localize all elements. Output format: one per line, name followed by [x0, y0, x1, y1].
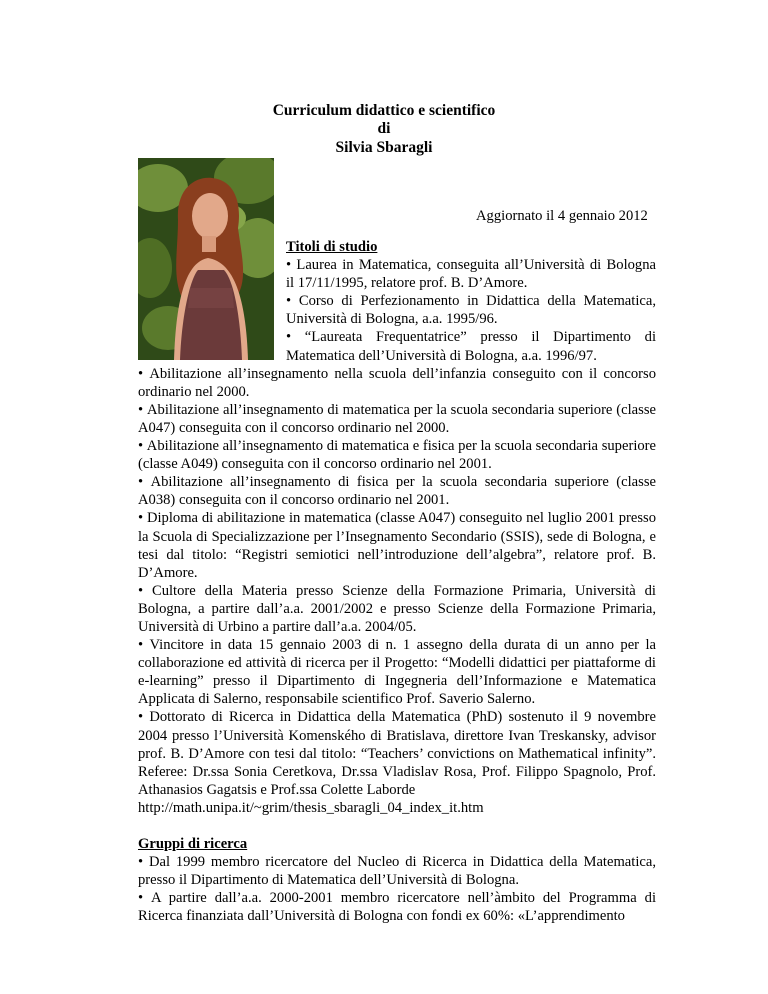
- gruppi-item-1: • Dal 1999 membro ricercatore del Nucleo di Ricerca in Didattica della Matematica, presso il Dipartimento di Matematica dell’Università di Bologna.: [138, 853, 656, 889]
- curriculum-body: [138, 238, 656, 925]
- section-heading-titoli: Titoli di studio: [286, 239, 378, 255]
- titoli-item-1: • Laurea in Matematica, conseguita all’Università di Bologna il 17/11/1995, relatore prof. B. D’Amore.: [138, 256, 656, 292]
- author-name: Silvia Sbaragli: [335, 139, 433, 156]
- titoli-item-2: • Corso di Perfezionamento in Didattica della Matematica, Università di Bologna, a.a. 1995/96.: [138, 292, 656, 328]
- gruppi-item-2: • A partire dall’a.a. 2000-2001 membro ricercatore nell’àmbito del Programma di Ricerca finanziata dall’Università di Bologna con fondi ex 60%: «L’apprendimento: [138, 889, 656, 925]
- thesis-link[interactable]: http://math.unipa.it/~grim/thesis_sbaragli_04_index_it.htm: [138, 799, 484, 816]
- titoli-item-4: • Abilitazione all’insegnamento nella scuola dell’infanzia conseguito con il concorso ordinario nel 2000.: [138, 365, 656, 401]
- titoli-item-11: • Dottorato di Ricerca in Didattica della Matematica (PhD) sostenuto il 9 novembre 2004 presso l’Università Komenského di Bratislava, direttore Ivan Treskansky, advisor prof. B. D’Amore con tesi dal titolo: “Teachers’ convictions on Mathematical infinity”. Referee: Dr.ssa Sonia Ceretkova, Dr.ssa Vladislav Rosa, Prof. Filippo Spagnolo, Prof. Athanasios Gagatsis e Prof.ssa Colette Laborde: [138, 708, 656, 798]
- document-title-di: di: [377, 120, 391, 137]
- titoli-item-5: • Abilitazione all’insegnamento di matematica per la scuola secondaria superiore (classe A047) conseguita con il concorso ordinario nel 2000.: [138, 401, 656, 437]
- titoli-item-8: • Diploma di abilitazione in matematica (classe A047) conseguito nel luglio 2001 presso la Scuola di Specializzazione per l’Insegnamento Secondario (SSIS), sede di Bologna, e tesi dal titolo: “Registri semiotici nell’introduzione dell’algebra”, relatore prof. B. D’Amore.: [138, 509, 656, 581]
- section-gap: [138, 817, 656, 835]
- titoli-item-10: • Vincitore in data 15 gennaio 2003 di n. 1 assegno della durata di un anno per la collaborazione ed attività di ricerca per il Progetto: “Modelli didattici per piattaforme di e-learning” presso il Dipartimento di Ingegneria dell’Informazione e Matematica Applicata di Salerno, responsabile scientifico Prof. Saverio Salerno.: [138, 636, 656, 708]
- photo-float-spacer: [138, 238, 286, 359]
- updated-date: Aggiornato il 4 gennaio 2012: [476, 208, 648, 224]
- titoli-item-3: • “Laureata Frequentatrice” presso il Dipartimento di Matematica dell’Università di Bologna, a.a. 1996/97.: [138, 328, 656, 364]
- section-heading-gruppi: Gruppi di ricerca: [138, 836, 248, 852]
- titoli-item-6: • Abilitazione all’insegnamento di matematica e fisica per la scuola secondaria superiore (classe A049) conseguita con il concorso ordinario nel 2001.: [138, 437, 656, 473]
- titoli-item-7: • Abilitazione all’insegnamento di fisica per la scuola secondaria superiore (classe A038) conseguita con il concorso ordinario nel 2001.: [138, 473, 656, 509]
- titoli-item-9: • Cultore della Materia presso Scienze della Formazione Primaria, Università di Bologna, a partire dall’a.a. 2001/2002 e presso Scienze della Formazione Primaria, Università di Urbino a partire dall’a.a. 2004/05.: [138, 582, 656, 636]
- document-title: Curriculum didattico e scientifico: [272, 102, 496, 119]
